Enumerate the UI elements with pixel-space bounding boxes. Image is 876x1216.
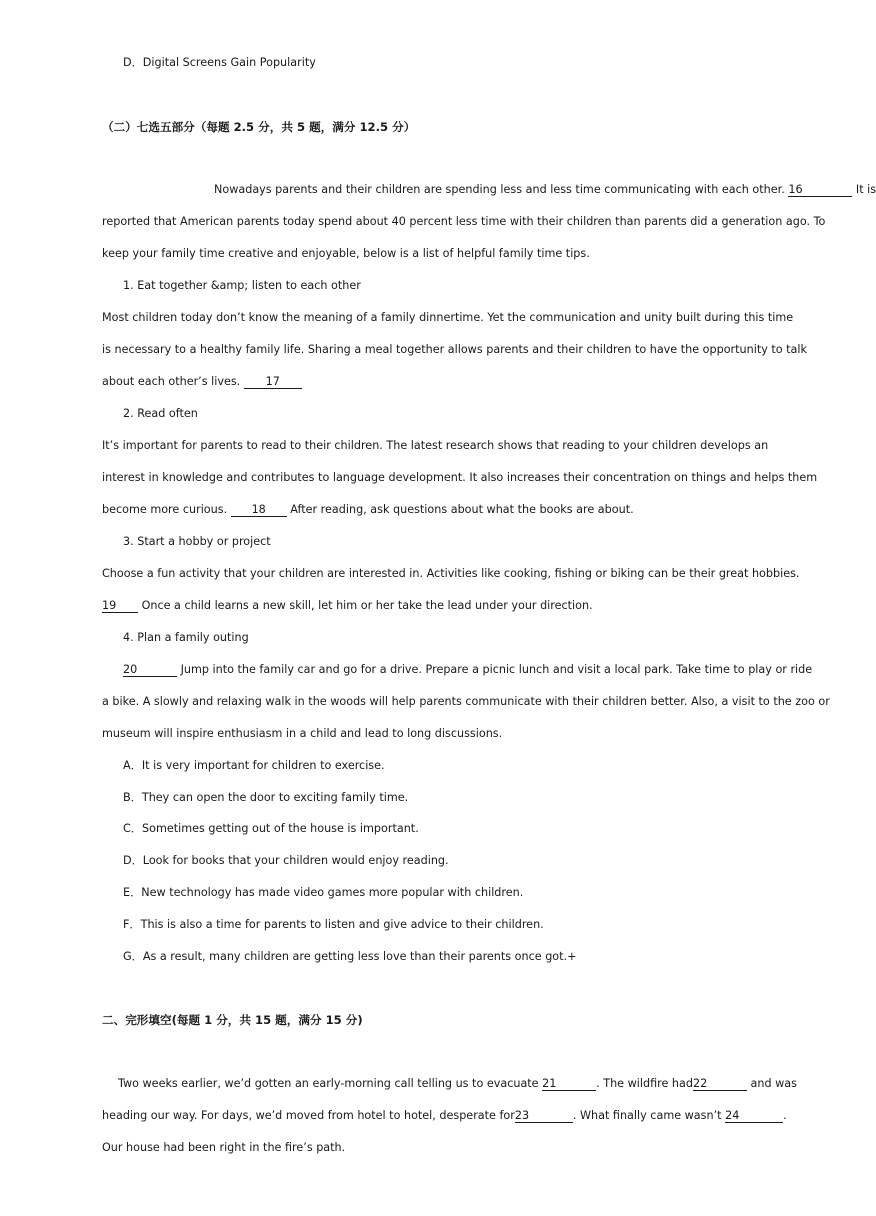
- cloze-text-1c: and was: [750, 1077, 797, 1090]
- intro-text-1: Nowadays parents and their children are spending less and less time communicating with each other.: [214, 183, 785, 196]
- option-d: D．Look for books that your children would enjoy reading.: [123, 854, 449, 867]
- tip-4-line-3: museum will inspire enthusiasm in a child and lead to long discussions.: [102, 727, 503, 740]
- section-heading-cloze: 二、完形填空(每题 1 分，共 15 题，满分 15 分): [102, 1013, 363, 1027]
- cloze-text-2c: .: [783, 1109, 787, 1122]
- tip-2-line-2: interest in knowledge and contributes to language development. It also increases their concentration on things and helps them: [102, 471, 818, 484]
- tip-3-line-2: [102, 599, 593, 613]
- tip-1-text-3: about each other’s lives.: [102, 375, 241, 388]
- tip-4-text-1: Jump into the family car and go for a drive. Prepare a picnic lunch and visit a local park. Take time to play or ride: [180, 663, 813, 676]
- tip-3-text-2: Once a child learns a new skill, let him or her take the lead under your direction.: [141, 599, 593, 612]
- tip-1-title: 1. Eat together &amp; listen to each other: [123, 279, 361, 292]
- option-a: A．It is very important for children to exercise.: [123, 759, 385, 772]
- tip-4-line-2: a bike. A slowly and relaxing walk in the woods will help parents communicate with their children better. Also, a visit to the zoo or: [102, 695, 830, 708]
- tip-2-line-3: [102, 503, 634, 517]
- tip-1-text-1: Most children today don’t know the meaning of a family dinnertime. Yet the communication and unity built during this time: [102, 311, 794, 324]
- cloze-text-1b: . The wildfire had: [596, 1077, 693, 1090]
- option-e: E．New technology has made video games more popular with children.: [123, 886, 524, 899]
- option-d-previous: D．Digital Screens Gain Popularity: [123, 56, 316, 69]
- intro-text-1-end: It is: [855, 183, 876, 196]
- intro-line-3: keep your family time creative and enjoyable, below is a list of helpful family time tips.: [102, 247, 590, 260]
- cloze-text-2b: . What finally came wasn’t: [572, 1109, 722, 1122]
- intro-line-2: reported that American parents today spend about 40 percent less time with their children than parents did a generation ago. To: [102, 215, 826, 228]
- tip-3-title: 3. Start a hobby or project: [123, 535, 271, 548]
- option-g: G．As a result, many children are getting less love than their parents once got.+: [123, 950, 577, 963]
- cloze-text-1a: Two weeks earlier, we’d gotten an early-morning call telling us to evacuate: [118, 1077, 539, 1090]
- tip-2-line-1: [102, 439, 769, 453]
- intro-line-1: [102, 183, 876, 197]
- tip-2-title: 2. Read often: [123, 407, 198, 420]
- tip-2-text-1: It’s important for parents to read to their children. The latest research shows that reading to your children develops an: [102, 439, 769, 452]
- tip-3-line-1: [102, 567, 800, 581]
- tip-2-text-3a: become more curious.: [102, 503, 228, 516]
- blank-18[interactable]: 18: [231, 504, 287, 517]
- cloze-text-2a: heading our way. For days, we’d moved from hotel to hotel, desperate for: [102, 1109, 515, 1122]
- option-b: B．They can open the door to exciting family time.: [123, 791, 409, 804]
- blank-24[interactable]: 24: [725, 1110, 783, 1123]
- blank-22[interactable]: 22: [693, 1078, 747, 1091]
- blank-17[interactable]: 17: [244, 376, 302, 389]
- tip-1-line-2: is necessary to a healthy family life. Sharing a meal together allows parents and their children to have the opportunity to talk: [102, 343, 807, 356]
- tip-1-line-1: [102, 311, 794, 325]
- blank-20[interactable]: 20: [123, 664, 177, 677]
- tip-1-line-3: [102, 375, 302, 389]
- blank-21[interactable]: 21: [542, 1078, 596, 1091]
- blank-19[interactable]: 19: [102, 600, 138, 613]
- cloze-line-1: [102, 1077, 797, 1091]
- blank-16[interactable]: 16: [788, 184, 852, 197]
- tip-3-text-1: Choose a fun activity that your children are interested in. Activities like cooking, fishing or biking can be their great hobbies.: [102, 567, 800, 580]
- tip-4-line-1: [102, 663, 813, 677]
- option-f: F．This is also a time for parents to listen and give advice to their children.: [123, 918, 544, 931]
- section-heading-seven-choose-five: （二）七选五部分（每题 2.5 分，共 5 题，满分 12.5 分）: [102, 120, 416, 134]
- tip-4-title: 4. Plan a family outing: [123, 631, 249, 644]
- option-c: C．Sometimes getting out of the house is important.: [123, 822, 419, 835]
- cloze-line-2: [102, 1109, 787, 1123]
- tip-2-text-3b: After reading, ask questions about what the books are about.: [290, 503, 634, 516]
- cloze-line-3: Our house had been right in the fire’s path.: [102, 1141, 346, 1154]
- blank-23[interactable]: 23: [515, 1110, 573, 1123]
